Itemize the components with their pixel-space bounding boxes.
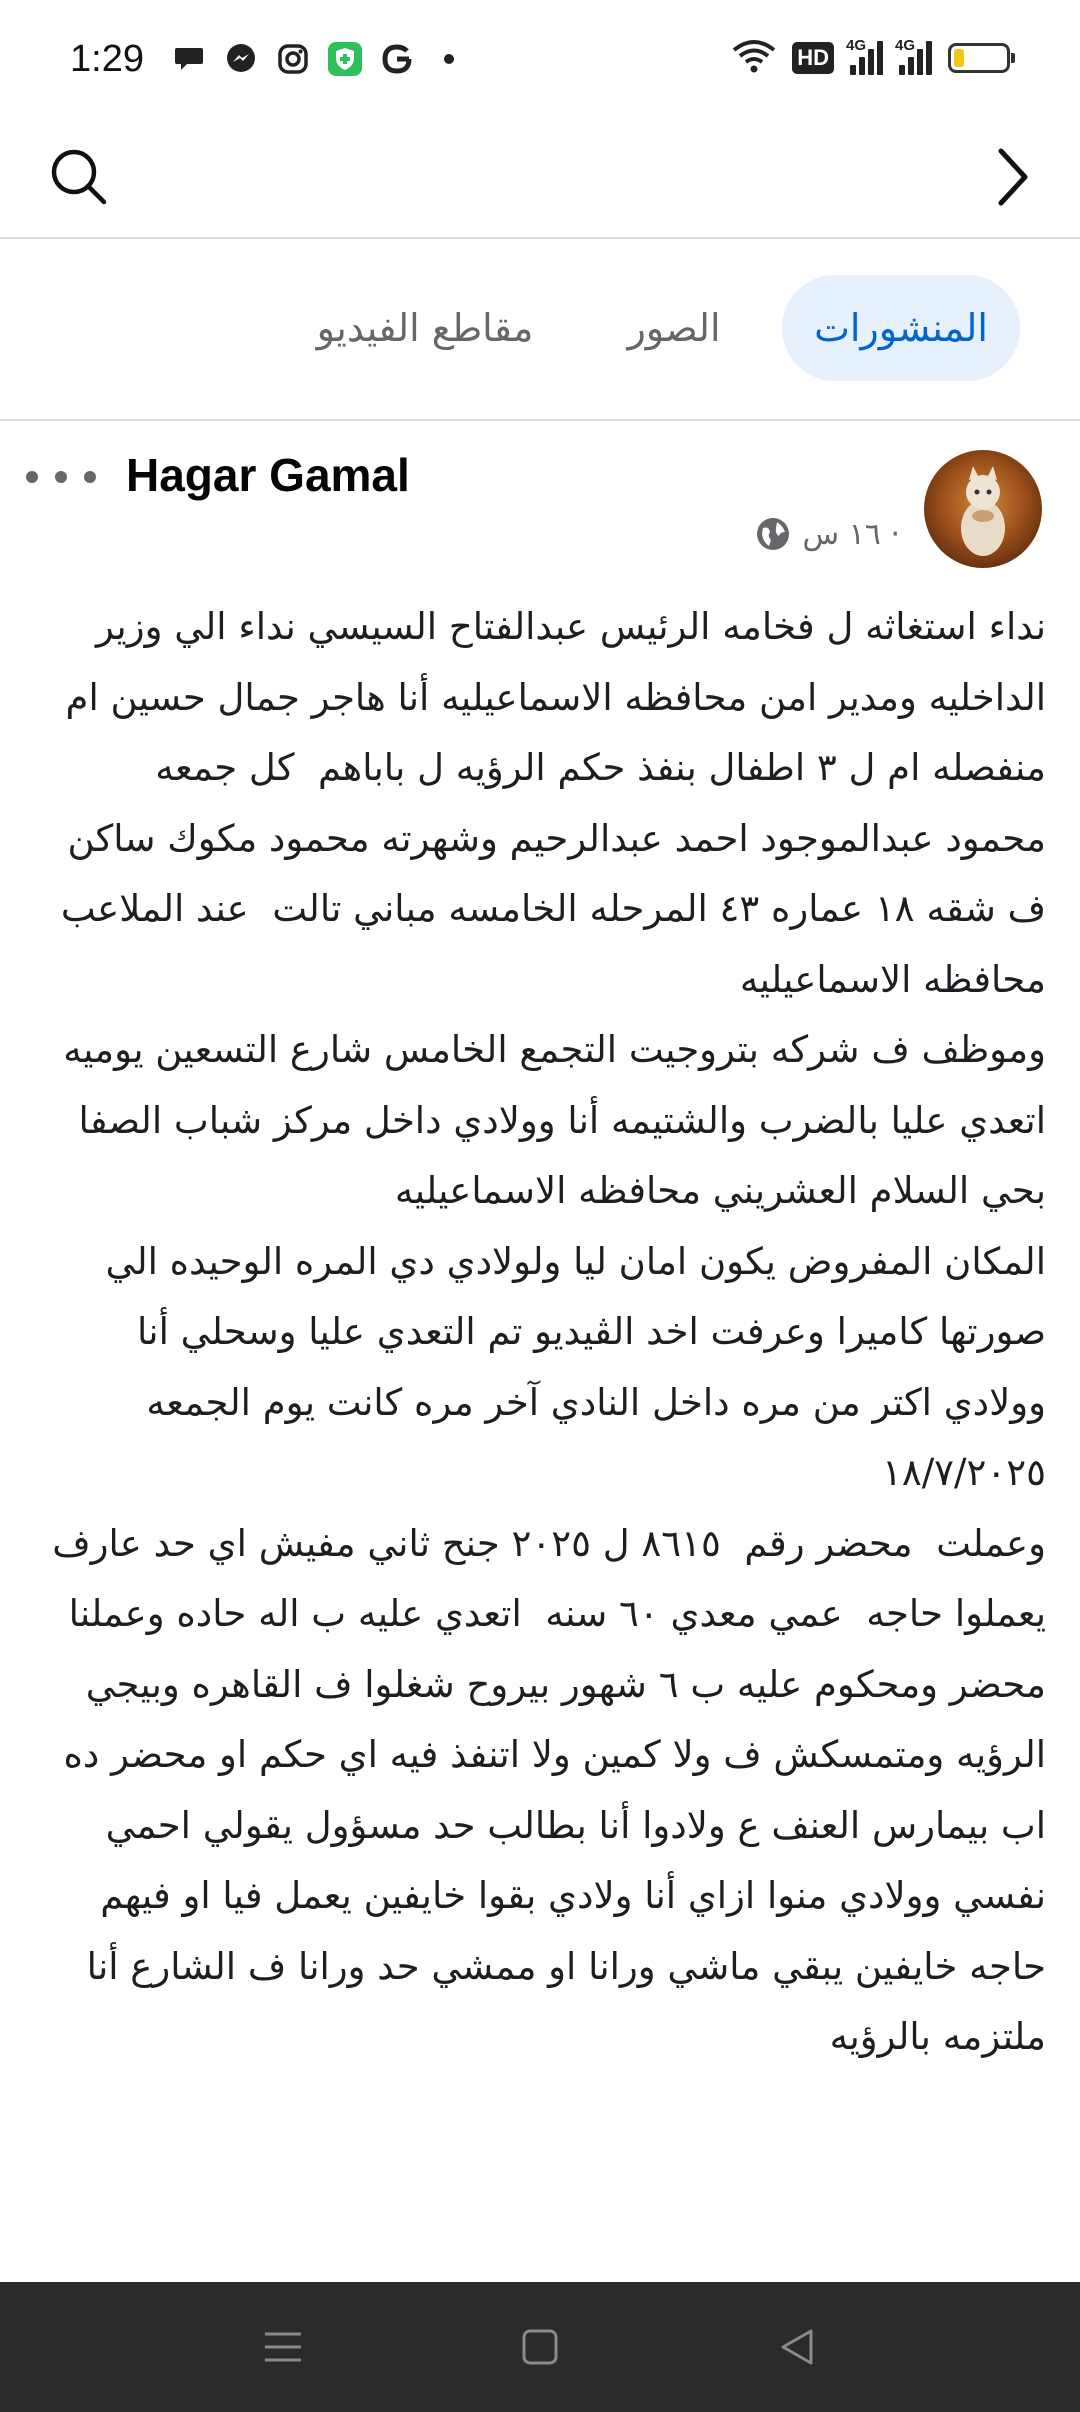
status-bar [0,0,1080,125]
home-square-icon [520,2327,560,2367]
search-icon [48,146,110,208]
back-button[interactable] [976,142,1046,212]
post-time[interactable]: ١٦ س · [802,516,900,552]
profile-tabs [0,239,1080,421]
battery-icon [948,43,1010,73]
tab-videos[interactable]: مقاطع الفيديو [316,306,534,350]
post-meta [755,516,900,552]
search-button[interactable] [44,142,114,212]
chat-bubble-icon [170,40,208,78]
status-time: 1:29 [70,38,144,80]
chevron-right-icon [991,146,1031,208]
more-dot-icon [84,471,96,483]
system-status-icons [732,38,1010,78]
nav-menu-button[interactable] [243,2314,323,2380]
post-more-button[interactable] [26,460,96,494]
more-dot-icon [26,471,38,483]
notification-icons [170,40,468,78]
instagram-icon [274,40,312,78]
wifi-icon [732,38,776,78]
nav-home-button[interactable] [500,2314,580,2380]
more-dot-icon [430,40,468,78]
system-nav-bar [0,2282,1080,2412]
tab-photos[interactable]: الصور [627,306,721,350]
nav-back-button[interactable] [757,2314,837,2380]
tab-posts[interactable]: المنشورات [782,275,1020,381]
back-triangle-icon [777,2327,817,2367]
top-app-bar [0,125,1080,239]
shield-app-icon [326,40,364,78]
globe-icon [755,516,791,552]
post-body-text: نداء استغاثه ل فخامه الرئيس عبدالفتاح السيسي نداء الي وزير الداخليه ومدير امن محافظه الاسماعيليه أنا هاجر جمال حسين ام منفصله ام ل ٣ اطفال بنفذ حكم الرؤيه ل باباهم كل جمعه محمود عبدالموجود احمد عبدالرحيم وشهرته محمود مكوك ساكن ف شقه ١٨ عماره ٤٣ المرحله الخامسه مباني تالت عند الملاعب محافظه الاسماعيليه وموظف ف شركه بتروجيت التجمع الخامس شارع التسعين يوميه اتعدي عليا بالضرب والشتيمه أنا وولادي داخل مركز شباب الصفا بحي السلام العشريني محافظه الاسماعيليه المكان المفروض يكون امان ليا ولولادي دي المره الوحيده الي صورتها كاميرا وعرفت اخد الڤيديو تم التعدي عليا وسحلي أنا وولادي اكتر من مره داخل النادي آخر مره كانت يوم الجمعه ١٨/٧/٢٠٢٥ وعملت محضر رقم ٨٦١٥ ل ٢٠٢٥ جنح ثاني مفيش اي حد عارف يعملوا حاجه عمي معدي ٦٠ سنه اتعدي عليه ب اله حاده وعملنا محضر ومحكوم عليه ب ٦ شهور بيروح شغلوا ف القاهره وبيجي الرؤيه ومتمسكش ف ولا كمين ولا اتنفذ فيه اي حكم او محضر ده اب بيمارس العنف ع ولادوا أنا بطالب حد مسؤول يقولي احمي نفسي وولادي منوا ازاي أنا ولادي بقوا خايفين يعمل فيا او فيهم حاجه خايفين يبقي ماشي ورانا او ممشي حد ورانا ف الشارع أنا ملتزمه بالرؤيه [52,605,1046,2058]
post-author[interactable]: Hagar Gamal [126,449,410,501]
avatar[interactable] [924,450,1042,568]
google-icon [378,40,416,78]
post-header [0,420,1080,580]
signal-1-icon: 4G [850,41,883,75]
menu-icon [263,2330,303,2364]
messenger-icon [222,40,260,78]
more-dot-icon [55,471,67,483]
signal-2-icon: 4G [899,41,932,75]
hd-voice-badge: HD [792,42,834,74]
battery-level [954,49,964,67]
